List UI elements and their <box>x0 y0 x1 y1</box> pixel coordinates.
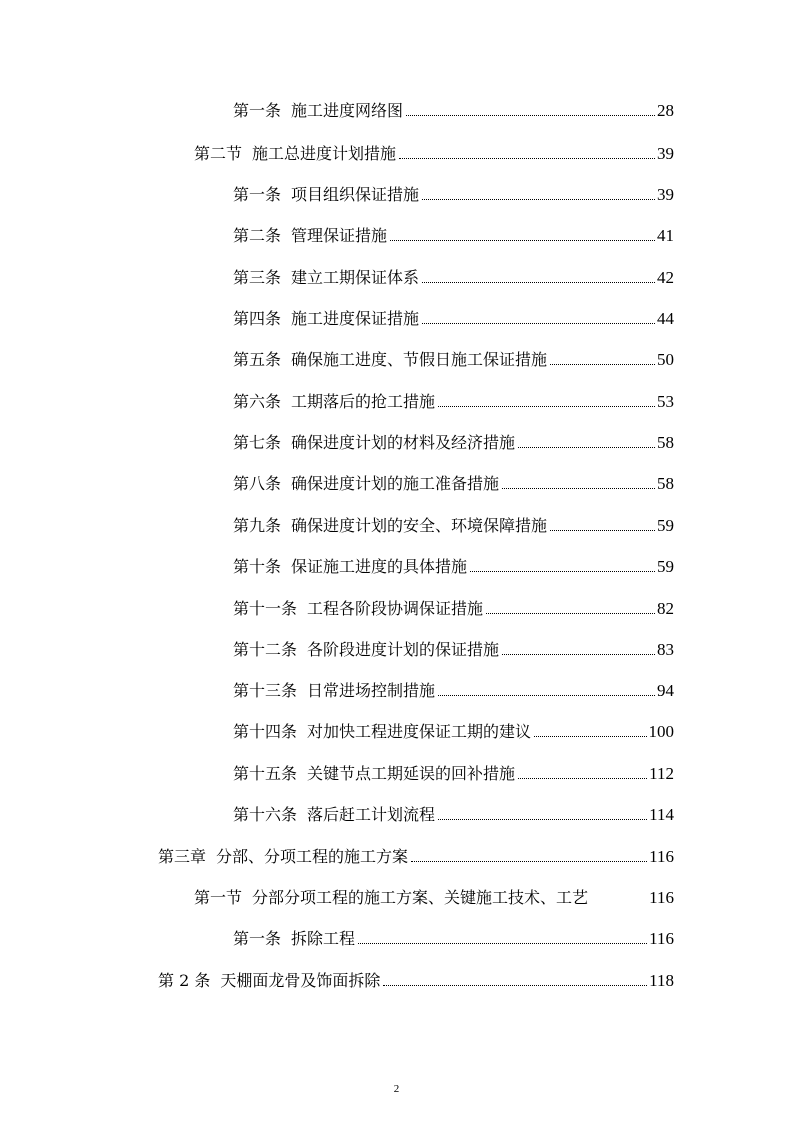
toc-entry-number: 第一条 <box>233 101 282 120</box>
toc-entry[interactable] <box>158 967 674 991</box>
toc-entry[interactable] <box>158 843 674 867</box>
toc-dot-leader <box>438 819 647 820</box>
toc-entry-title: 保证施工进度的具体措施 <box>291 557 468 576</box>
toc-entry-number: 第八条 <box>233 474 282 493</box>
toc-entry-number: 第九条 <box>233 516 282 535</box>
toc-entry-page: 116 <box>649 929 674 948</box>
toc-entry-page: 94 <box>657 681 674 700</box>
toc-entry-title: 项目组织保证措施 <box>291 185 420 204</box>
toc-entry-title: 管理保证措施 <box>291 226 388 245</box>
toc-entry-title: 确保进度计划的材料及经济措施 <box>291 433 516 452</box>
toc-dot-leader <box>438 406 655 407</box>
toc-entry-number: 第四条 <box>233 309 282 328</box>
toc-entry-number: 第三章 <box>158 847 207 866</box>
toc-entry-title: 工期落后的抢工措施 <box>291 392 436 411</box>
toc-entry[interactable] <box>233 801 674 825</box>
toc-dot-leader <box>518 778 647 779</box>
toc-dot-leader <box>502 654 655 655</box>
toc-dot-leader <box>399 158 655 159</box>
toc-entry-page: 53 <box>657 392 674 411</box>
toc-entry[interactable] <box>233 346 674 370</box>
toc-entry-number: 第一条 <box>233 185 282 204</box>
toc-entry-title: 落后赶工计划流程 <box>307 805 436 824</box>
toc-dot-leader <box>534 736 646 737</box>
toc-entry-title: 确保进度计划的安全、环境保障措施 <box>291 516 548 535</box>
toc-entry[interactable] <box>233 925 674 949</box>
toc-entry[interactable] <box>233 595 674 619</box>
toc-entry-number: 第一条 <box>233 929 282 948</box>
toc-entry[interactable] <box>233 222 674 246</box>
toc-entry-title: 拆除工程 <box>291 929 356 948</box>
page-number: 2 <box>393 1083 400 1095</box>
toc-entry[interactable] <box>233 760 674 784</box>
toc-entry-page: 59 <box>657 557 674 576</box>
toc-entry-number: 第三条 <box>233 268 282 287</box>
toc-entry[interactable] <box>233 512 674 536</box>
toc-entry-title: 天棚面龙骨及饰面拆除 <box>220 971 381 990</box>
toc-entry[interactable] <box>233 388 674 412</box>
toc-entry-page: 39 <box>657 185 674 204</box>
toc-entry-title: 确保施工进度、节假日施工保证措施 <box>291 350 548 369</box>
toc-entry[interactable] <box>233 636 674 660</box>
toc-entry[interactable] <box>194 884 674 908</box>
toc-entry-title: 分部、分项工程的施工方案 <box>216 847 409 866</box>
toc-entry-page: 58 <box>657 433 674 452</box>
toc-entry-number: 第十三条 <box>233 681 298 700</box>
toc-entry-page: 112 <box>649 764 674 783</box>
toc-dot-leader <box>406 115 655 116</box>
toc-entry[interactable] <box>233 181 674 205</box>
toc-entry-page: 114 <box>649 805 674 824</box>
toc-entry-number: 第十五条 <box>233 764 298 783</box>
toc-dot-leader <box>358 943 647 944</box>
toc-dot-leader <box>390 240 655 241</box>
toc-entry-page: 118 <box>649 971 674 990</box>
toc-entry-number: 第七条 <box>233 433 282 452</box>
toc-entry-page: 116 <box>649 847 674 866</box>
toc-entry-number: 第五条 <box>233 350 282 369</box>
toc-entry[interactable] <box>233 429 674 453</box>
toc-entry-title: 施工进度保证措施 <box>291 309 420 328</box>
toc-dot-leader <box>383 985 647 986</box>
toc-entry-page: 28 <box>657 101 674 120</box>
toc-entry-page: 59 <box>657 516 674 535</box>
toc-entry-page: 83 <box>657 640 674 659</box>
toc-dot-leader <box>550 530 655 531</box>
toc-entry[interactable] <box>233 718 674 742</box>
toc-entry-number: 第二节 <box>194 144 243 163</box>
toc-dot-leader <box>422 282 655 283</box>
toc-entry-number: 第十四条 <box>233 722 298 741</box>
toc-dot-leader <box>486 613 655 614</box>
toc-entry-page: 116 <box>649 888 674 907</box>
toc-dot-leader <box>502 488 655 489</box>
toc-entry-page: 58 <box>657 474 674 493</box>
toc-entry-number: 第一节 <box>194 888 243 907</box>
toc-dot-leader <box>470 571 655 572</box>
toc-entry-page: 100 <box>648 722 674 741</box>
toc-entry-title: 施工进度网络图 <box>291 101 404 120</box>
toc-entry[interactable] <box>194 140 674 164</box>
toc-entry-title: 施工总进度计划措施 <box>252 144 397 163</box>
toc-entry-title: 工程各阶段协调保证措施 <box>307 599 484 618</box>
toc-dot-leader <box>438 695 655 696</box>
toc-entry-page: 41 <box>657 226 674 245</box>
toc-entry-title: 确保进度计划的施工准备措施 <box>291 474 500 493</box>
toc-entry-title: 日常进场控制措施 <box>307 681 436 700</box>
toc-entry-number: 第十一条 <box>233 599 298 618</box>
toc-entry[interactable] <box>233 677 674 701</box>
toc-entry-number: 第十条 <box>233 557 282 576</box>
toc-entry[interactable] <box>233 305 674 329</box>
toc-entry-number: 第六条 <box>233 392 282 411</box>
toc-entry-title: 对加快工程进度保证工期的建议 <box>307 722 532 741</box>
toc-dot-leader <box>518 447 655 448</box>
toc-entry-title: 分部分项工程的施工方案、关键施工技术、工艺 <box>252 888 589 907</box>
toc-entry-page: 50 <box>657 350 674 369</box>
toc-entry-page: 82 <box>657 599 674 618</box>
toc-entry-page: 39 <box>657 144 674 163</box>
toc-entry-number: 第十六条 <box>233 805 298 824</box>
toc-dot-leader <box>422 323 655 324</box>
toc-entry[interactable] <box>233 470 674 494</box>
toc-entry-title: 各阶段进度计划的保证措施 <box>307 640 500 659</box>
toc-entry-number: 第二条 <box>233 226 282 245</box>
toc-dot-leader <box>411 861 647 862</box>
toc-entry-number: 第 2 条 <box>158 971 211 990</box>
toc-entry-number: 第十二条 <box>233 640 298 659</box>
toc-entry[interactable] <box>233 264 674 288</box>
toc-entry-page: 42 <box>657 268 674 287</box>
toc-dot-leader <box>422 199 655 200</box>
toc-entry-page: 44 <box>657 309 674 328</box>
toc-dot-leader <box>550 364 655 365</box>
toc-entry[interactable] <box>233 97 674 121</box>
toc-entry[interactable] <box>233 553 674 577</box>
toc-entry-title: 建立工期保证体系 <box>291 268 420 287</box>
toc-entry-title: 关键节点工期延误的回补措施 <box>307 764 516 783</box>
